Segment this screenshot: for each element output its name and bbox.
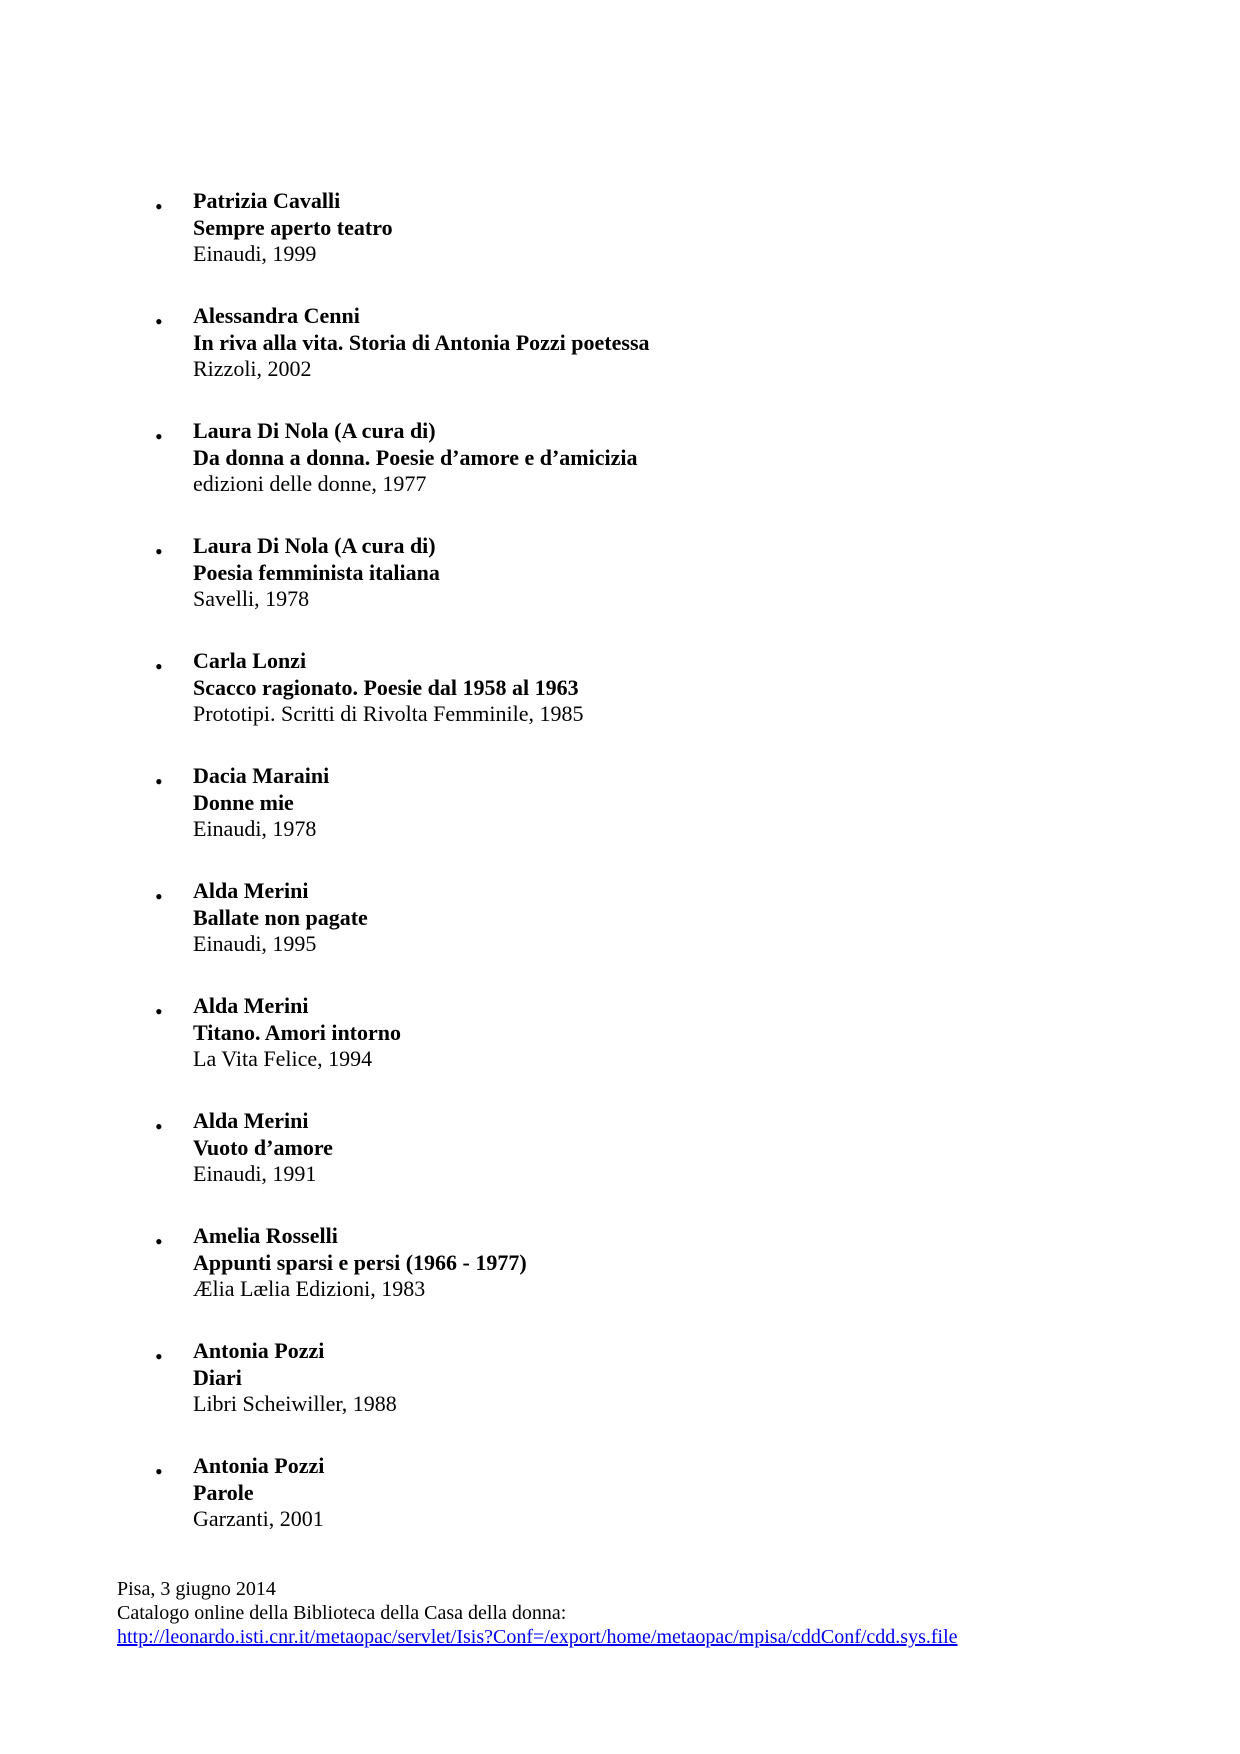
book-author: Amelia Rosselli <box>193 1223 338 1248</box>
book-entry <box>155 878 1155 968</box>
book-entry <box>155 533 1155 623</box>
book-publisher: Rizzoli, 2002 <box>193 356 312 381</box>
book-title: Scacco ragionato. Poesie dal 1958 al 1963 <box>193 674 579 700</box>
book-entry <box>155 1338 1155 1428</box>
catalog-link[interactable]: http://leonardo.isti.cnr.it/metaopac/servlet/Isis?Conf=/export/home/metaopac/mpisa/cddConf/cdd.sys.file <box>117 1626 958 1648</box>
bullet-icon: • <box>155 1229 163 1254</box>
book-title: Da donna a donna. Poesie d’amore e d’amicizia <box>193 444 638 470</box>
book-author: Carla Lonzi <box>193 648 307 673</box>
book-entry <box>155 1108 1155 1198</box>
book-title: In riva alla vita. Storia di Antonia Pozzi poetessa <box>193 329 650 355</box>
book-title: Parole <box>193 1479 254 1505</box>
book-publisher: edizioni delle donne, 1977 <box>193 471 427 496</box>
book-publisher: Savelli, 1978 <box>193 586 310 611</box>
book-entry <box>155 1223 1155 1313</box>
book-author: Laura Di Nola (A cura di) <box>193 418 436 443</box>
book-entry <box>155 1453 1155 1543</box>
book-entry <box>155 763 1155 853</box>
bullet-icon: • <box>155 654 163 679</box>
book-entry <box>155 303 1155 393</box>
book-title: Vuoto d’amore <box>193 1134 333 1160</box>
footer-catalog-label: Catalogo online della Biblioteca della Casa della donna: <box>117 1602 567 1624</box>
book-title: Diari <box>193 1364 242 1390</box>
book-author: Patrizia Cavalli <box>193 188 341 213</box>
book-title: Sempre aperto teatro <box>193 214 393 240</box>
book-publisher: Einaudi, 1999 <box>193 241 317 266</box>
book-publisher: Einaudi, 1995 <box>193 931 317 956</box>
book-author: Dacia Maraini <box>193 763 330 788</box>
book-title: Appunti sparsi e persi (1966 - 1977) <box>193 1249 527 1275</box>
book-author: Laura Di Nola (A cura di) <box>193 533 436 558</box>
bullet-icon: • <box>155 769 163 794</box>
book-author: Alda Merini <box>193 993 309 1018</box>
bullet-icon: • <box>155 1114 163 1139</box>
book-publisher: Einaudi, 1978 <box>193 816 317 841</box>
book-publisher: Prototipi. Scritti di Rivolta Femminile, 1985 <box>193 701 584 726</box>
bullet-icon: • <box>155 1344 163 1369</box>
book-entry <box>155 648 1155 738</box>
bullet-icon: • <box>155 1459 163 1484</box>
book-publisher: Einaudi, 1991 <box>193 1161 317 1186</box>
book-author: Alessandra Cenni <box>193 303 360 328</box>
footer-date: Pisa, 3 giugno 2014 <box>117 1578 276 1600</box>
book-author: Alda Merini <box>193 878 309 903</box>
bullet-icon: • <box>155 309 163 334</box>
book-entry <box>155 993 1155 1083</box>
bullet-icon: • <box>155 194 163 219</box>
book-title: Poesia femminista italiana <box>193 559 440 585</box>
book-author: Alda Merini <box>193 1108 309 1133</box>
book-publisher: La Vita Felice, 1994 <box>193 1046 373 1071</box>
page-footer <box>117 1577 1217 1649</box>
book-title: Titano. Amori intorno <box>193 1019 402 1045</box>
book-author: Antonia Pozzi <box>193 1453 325 1478</box>
book-author: Antonia Pozzi <box>193 1338 325 1363</box>
bullet-icon: • <box>155 539 163 564</box>
book-entry <box>155 188 1155 278</box>
book-publisher: Libri Scheiwiller, 1988 <box>193 1391 397 1416</box>
bullet-icon: • <box>155 884 163 909</box>
book-entry <box>155 418 1155 508</box>
book-title: Ballate non pagate <box>193 904 368 930</box>
bullet-icon: • <box>155 999 163 1024</box>
bullet-icon: • <box>155 424 163 449</box>
book-publisher: Ælia Lælia Edizioni, 1983 <box>193 1276 426 1301</box>
book-title: Donne mie <box>193 789 294 815</box>
book-publisher: Garzanti, 2001 <box>193 1506 324 1531</box>
